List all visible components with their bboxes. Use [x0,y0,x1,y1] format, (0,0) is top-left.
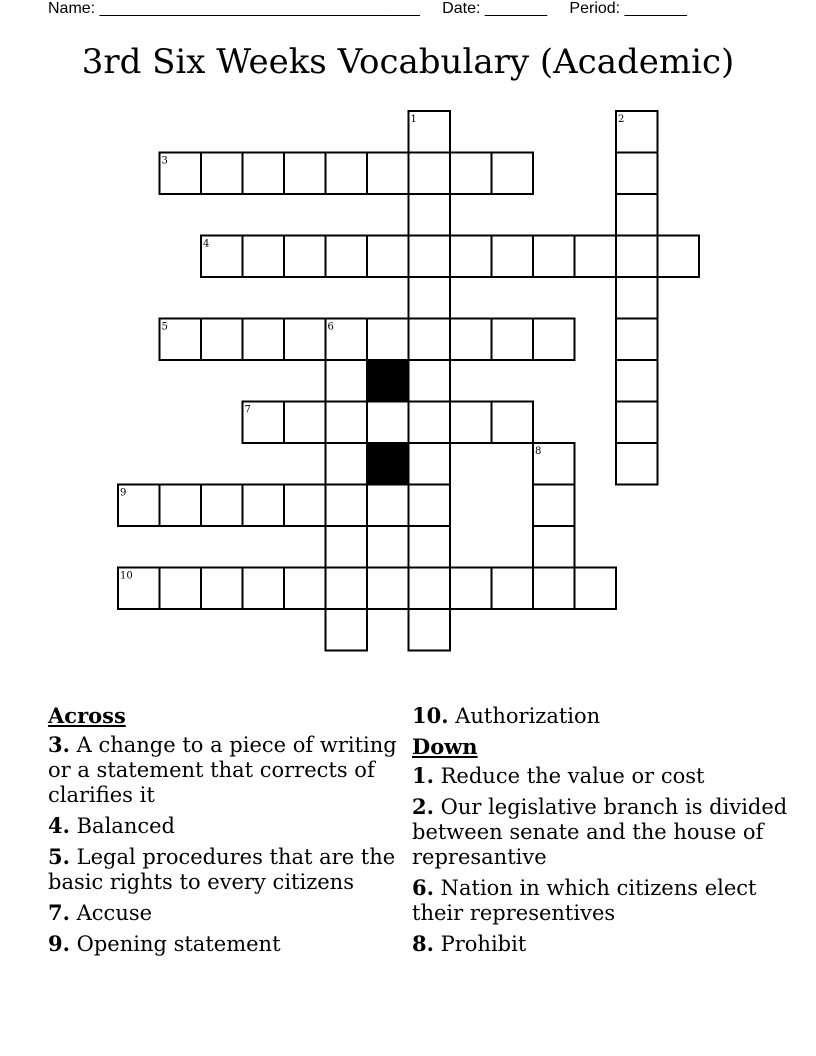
grid-cell[interactable] [450,319,492,361]
grid-cell[interactable] [409,568,451,610]
grid-cell[interactable] [284,402,326,444]
grid-cell[interactable] [616,402,658,444]
across-clue-10: 10. Authorization [412,703,601,728]
grid-cell[interactable] [409,443,451,485]
grid-cell[interactable] [492,568,534,610]
grid-cell[interactable] [409,526,451,568]
grid-cell[interactable] [492,402,534,444]
grid-cell[interactable] [326,526,368,568]
grid-cell[interactable] [616,153,658,195]
clue-number: 2 [618,114,625,125]
grid-cell[interactable] [367,568,409,610]
grid-cell[interactable] [284,319,326,361]
grid-cell[interactable] [533,236,575,278]
down-heading: Down [412,734,478,759]
grid-cell[interactable] [450,568,492,610]
grid-cell[interactable] [284,485,326,527]
grid-cell[interactable] [616,443,658,485]
name-blank[interactable]: ____________________________________ [99,0,420,17]
grid-cell[interactable] [492,319,534,361]
grid-cell[interactable] [243,153,285,195]
grid-cell[interactable] [201,568,243,610]
across-clue-7: 7. Accuse [48,900,153,925]
grid-cell[interactable] [326,568,368,610]
grid-cell[interactable] [409,153,451,195]
clue-number: 1 [410,114,417,125]
black-cell [367,360,409,402]
grid-cell[interactable] [243,319,285,361]
grid-cell[interactable] [409,194,451,236]
grid-cell[interactable] [450,236,492,278]
clue-number: 6 [327,321,334,333]
period-blank[interactable]: _______ [624,0,687,17]
date-blank[interactable]: _______ [484,0,548,17]
grid-cell[interactable] [367,236,409,278]
grid-cell[interactable] [326,236,368,278]
grid-cell[interactable] [450,402,492,444]
grid-cell[interactable] [243,236,285,278]
grid-cell[interactable] [450,153,492,195]
down-clue-8: 8. Prohibit [412,931,527,956]
clue-number: 10 [120,570,133,582]
grid-cell[interactable] [284,568,326,610]
grid-cell[interactable] [326,485,368,527]
clue-number: 3 [161,155,168,167]
grid-cell[interactable] [326,360,368,402]
date-label: Date: [442,0,481,17]
across-heading: Across [48,703,126,728]
down-clue-2: 2. Our legislative branch is divided between senate and the house of represantive [412,794,788,869]
grid-cell[interactable] [367,485,409,527]
across-clue-5: 5. Legal procedures that are the basic rights to every citizens [48,844,396,894]
grid-cell[interactable] [409,277,451,319]
grid-cell[interactable] [160,485,202,527]
across-clue-9: 9. Opening statement [48,931,281,956]
grid-cell[interactable] [201,485,243,527]
grid-cell[interactable] [616,194,658,236]
across-clue-4: 4. Balanced [48,813,175,838]
clue-number: 9 [120,487,127,499]
grid-cell[interactable] [326,153,368,195]
grid-cell[interactable] [201,319,243,361]
page-title: 3rd Six Weeks Vocabulary (Academic) [81,42,735,82]
grid-cell[interactable] [616,236,658,278]
clue-number: 7 [244,404,251,416]
grid-cell[interactable] [409,485,451,527]
grid-cell[interactable] [243,568,285,610]
grid-cell[interactable] [160,568,202,610]
grid-cell[interactable] [201,153,243,195]
grid-cell[interactable] [616,360,658,402]
period-label: Period: [569,0,621,17]
grid-cell[interactable] [616,319,658,361]
grid-cell[interactable] [533,485,575,527]
grid-cell[interactable] [616,277,658,319]
grid-cell[interactable] [409,360,451,402]
across-clue-3: 3. A change to a piece of writing or a statement that corrects of clarifies it [48,732,397,807]
grid-cell[interactable] [367,402,409,444]
clue-number: 5 [161,321,168,333]
grid-cell[interactable] [367,319,409,361]
black-cell [367,443,409,485]
name-label: Name: [48,0,96,17]
down-column [412,703,792,962]
down-clue-1: 1. Reduce the value or cost [412,763,705,788]
clue-number: 4 [203,238,210,250]
grid-cell[interactable] [575,236,617,278]
grid-cell[interactable] [409,402,451,444]
grid-cell[interactable] [326,609,368,651]
grid-cell[interactable] [409,609,451,651]
grid-cell[interactable] [533,568,575,610]
grid-cell[interactable] [284,236,326,278]
grid-cell[interactable] [492,153,534,195]
grid-cell[interactable] [492,236,534,278]
grid-cell[interactable] [533,526,575,568]
down-clue-6: 6. Nation in which citizens elect their representives [412,875,757,925]
grid-cell[interactable] [367,153,409,195]
grid-cell[interactable] [575,568,617,610]
grid-cell[interactable] [658,236,700,278]
grid-cell[interactable] [326,443,368,485]
grid-cell[interactable] [326,402,368,444]
grid-cell[interactable] [243,485,285,527]
clue-number: 8 [535,446,542,457]
across-column [48,703,408,962]
grid-cell[interactable] [409,236,451,278]
grid-cell[interactable] [284,153,326,195]
grid-cell[interactable] [409,319,451,361]
grid-cell[interactable] [533,319,575,361]
